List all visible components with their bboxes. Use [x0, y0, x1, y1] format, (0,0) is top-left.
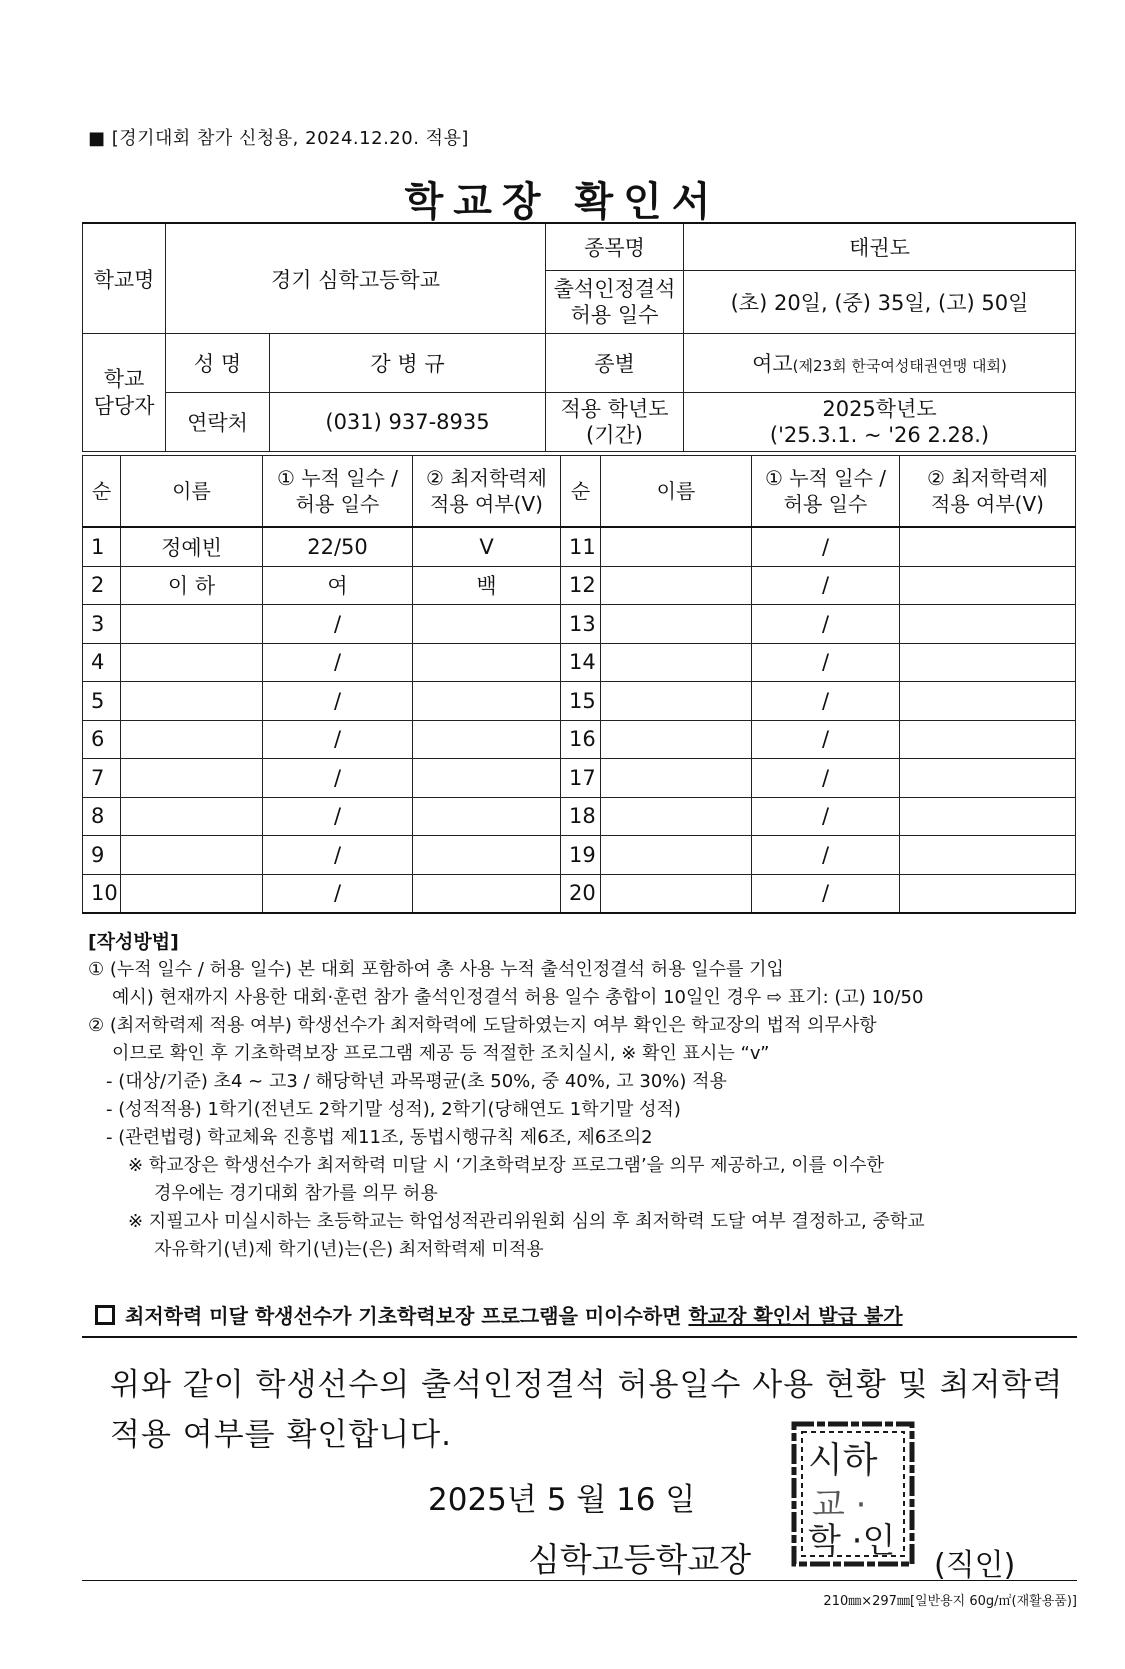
row-number-right: 11 — [561, 527, 601, 566]
header-name-right: 이름 — [601, 456, 752, 528]
table-row — [83, 566, 1076, 605]
type-value-main: 여고 — [752, 352, 793, 376]
days-left: / — [263, 643, 413, 682]
student-name-right — [601, 527, 752, 566]
row-number-left: 8 — [83, 797, 121, 836]
row-number-right: 15 — [561, 682, 601, 721]
notice-text: 최저학력 미달 학생선수가 기초학력보장 프로그램을 미이수하면 — [125, 1304, 682, 1328]
check-left — [413, 682, 561, 721]
notice-emphasis: 학교장 확인서 발급 불가 — [688, 1304, 903, 1328]
student-name-right — [601, 836, 752, 875]
days-left: / — [263, 759, 413, 798]
row-number-left: 3 — [83, 605, 121, 644]
header-days — [263, 456, 413, 528]
seal-label: (직인) — [934, 1548, 1016, 1583]
table-row — [83, 797, 1076, 836]
header-edu-right-line1: ② 최저학력제 — [927, 466, 1048, 490]
days-right: / — [752, 643, 900, 682]
svg-text:시하: 시하 — [808, 1440, 878, 1481]
student-name-left — [121, 759, 263, 798]
days-right: / — [752, 720, 900, 759]
header-edu-right-line2: 적용 여부(V) — [931, 492, 1044, 516]
method-note1: ※ 학교장은 학생선수가 최저학력 미달 시 ‘기초학력보장 프로그램’을 의무 제공하고, 이를 이수한 — [128, 1155, 884, 1176]
table-row — [83, 527, 1076, 566]
student-name-left — [121, 836, 263, 875]
student-name-right — [601, 682, 752, 721]
allow-days-label — [546, 271, 684, 334]
svg-text:교 ·: 교 · — [812, 1485, 867, 1525]
check-right — [900, 643, 1076, 682]
school-value: 경기 심학고등학교 — [166, 223, 546, 334]
student-list-table — [82, 455, 1076, 914]
days-right: / — [752, 759, 900, 798]
year-label-line2: (기간) — [586, 423, 643, 447]
student-name-right — [601, 605, 752, 644]
days-left: / — [263, 797, 413, 836]
method-item2: ② (최저학력제 적용 여부) 학생선수가 최저학력에 도달하였는지 여부 확인은 학교장의 법적 의무사항 — [88, 1015, 877, 1036]
year-value — [684, 393, 1076, 452]
student-name-left — [121, 720, 263, 759]
method-note2: ※ 지필고사 미실시하는 초등학교는 학업성적관리위원회 심의 후 최저학력 도달 여부 결정하고, 중학교 — [128, 1211, 925, 1232]
method-dash2: - (성적적용) 1학기(전년도 2학기말 성적), 2학기(당해연도 1학기말 성적) — [106, 1099, 681, 1120]
check-right — [900, 836, 1076, 875]
header-days-right-line2: 허용 일수 — [783, 492, 868, 516]
row-number-right: 14 — [561, 643, 601, 682]
days-left: / — [263, 874, 413, 913]
table-row — [83, 874, 1076, 913]
row-number-left: 9 — [83, 836, 121, 875]
student-name-right — [601, 874, 752, 913]
student-name-left — [121, 797, 263, 836]
check-right — [900, 682, 1076, 721]
school-label: 학교명 — [83, 223, 166, 334]
row-number-right: 16 — [561, 720, 601, 759]
method-dash1: - (대상/기준) 초4 ~ 고3 / 해당학년 과목평균(초 50%, 중 40%, 고 30%) 적용 — [106, 1071, 727, 1092]
row-number-right: 18 — [561, 797, 601, 836]
type-label: 종별 — [546, 334, 684, 393]
days-left: 여 — [263, 566, 413, 605]
manager-label-line1: 학교 — [103, 367, 145, 392]
student-name-left — [121, 643, 263, 682]
row-number-right: 13 — [561, 605, 601, 644]
check-right — [900, 720, 1076, 759]
header-name: 이름 — [121, 456, 263, 528]
row-number-left: 4 — [83, 643, 121, 682]
check-left — [413, 836, 561, 875]
type-value — [684, 334, 1076, 393]
divider — [82, 1336, 1077, 1338]
table-row — [83, 759, 1076, 798]
days-left: / — [263, 836, 413, 875]
row-number-left: 6 — [83, 720, 121, 759]
name-value: 강 병 규 — [270, 334, 546, 393]
type-value-sub: (제23회 한국여성태권연맹 대회) — [792, 357, 1007, 375]
days-right: / — [752, 527, 900, 566]
confirmation-date: 2025년 5 월 16 일 — [428, 1482, 696, 1518]
days-right: / — [752, 874, 900, 913]
table-row — [83, 682, 1076, 721]
header-days-right — [752, 456, 900, 528]
days-left: / — [263, 682, 413, 721]
student-name-left — [121, 682, 263, 721]
method-item1-example: 예시) 현재까지 사용한 대회·훈련 참가 출석인정결석 허용 일수 총합이 10일인 경우 ⇨ 표기: (고) 10/50 — [112, 987, 924, 1008]
table-row — [83, 605, 1076, 644]
row-number-left: 10 — [83, 874, 121, 913]
row-number-left: 5 — [83, 682, 121, 721]
method-dash3: - (관련법령) 학교체육 진흥법 제11조, 동법시행규칙 제6조, 제6조의2 — [106, 1127, 653, 1148]
page-title: 학교장 확인서 — [404, 179, 721, 225]
days-left: 22/50 — [263, 527, 413, 566]
year-value-line2: ('25.3.1. ~ '26 2.28.) — [769, 423, 990, 447]
check-left — [413, 643, 561, 682]
year-label-line1: 적용 학년도 — [560, 396, 669, 421]
student-name-right — [601, 643, 752, 682]
header-days-right-line1: ① 누적 일수 / — [764, 466, 887, 490]
row-number-right: 19 — [561, 836, 601, 875]
check-right — [900, 797, 1076, 836]
method-item1: ① (누적 일수 / 허용 일수) 본 대회 포함하여 총 사용 누적 출석인정결석 허용 일수를 기입 — [88, 959, 784, 980]
header-no-right: 순 — [561, 456, 601, 528]
allow-days-value: (초) 20일, (중) 35일, (고) 50일 — [684, 271, 1076, 334]
contact-value: (031) 937-8935 — [270, 393, 546, 452]
student-name-right — [601, 566, 752, 605]
row-number-left: 1 — [83, 527, 121, 566]
principal-name: 심학고등학교장 — [528, 1540, 752, 1579]
allow-days-label-line2: 허용 일수 — [570, 303, 659, 327]
student-name-left: 정예빈 — [121, 527, 263, 566]
event-value: 태권도 — [684, 223, 1076, 271]
contact-label: 연락처 — [166, 393, 270, 452]
paper-spec: 210㎜×297㎜[일반용지 60g/㎡(재활용품)] — [823, 1594, 1077, 1609]
check-left — [413, 797, 561, 836]
notice — [95, 1300, 1085, 1329]
student-name-right — [601, 720, 752, 759]
check-right — [900, 874, 1076, 913]
days-right: / — [752, 682, 900, 721]
days-right: / — [752, 566, 900, 605]
row-number-right: 17 — [561, 759, 601, 798]
box-bullet-icon — [95, 1305, 115, 1325]
method-note2-cont: 자유학기(년)제 학기(년)는(은) 최저학력제 미적용 — [154, 1239, 544, 1260]
student-name-right — [601, 797, 752, 836]
confirmation-text: 위와 같이 학생선수의 출석인정결석 허용일수 사용 현황 및 최저학력 적용 여부를 확인합니다. — [110, 1367, 1064, 1453]
header-days-line1: ① 누적 일수 / — [276, 466, 399, 490]
check-left — [413, 874, 561, 913]
row-number-left: 2 — [83, 566, 121, 605]
year-label — [546, 393, 684, 452]
table-row — [83, 720, 1076, 759]
row-number-right: 20 — [561, 874, 601, 913]
row-number-right: 12 — [561, 566, 601, 605]
divider-bottom — [82, 1580, 1077, 1581]
check-left — [413, 759, 561, 798]
header-edu-line1: ② 최저학력제 — [426, 466, 547, 490]
header-edu-line2: 적용 여부(V) — [430, 492, 543, 516]
days-right: / — [752, 836, 900, 875]
method-note1-cont: 경우에는 경기대회 참가를 의무 허용 — [154, 1183, 438, 1204]
school-info-table — [82, 222, 1076, 452]
official-seal-stamp — [790, 1420, 916, 1568]
manager-label-line2: 담당자 — [93, 393, 155, 418]
svg-text:학 ·인: 학 ·인 — [808, 1521, 896, 1561]
days-right: / — [752, 605, 900, 644]
writing-method — [88, 928, 1078, 1264]
method-title: [작성방법] — [88, 931, 179, 953]
name-label: 성 명 — [166, 334, 270, 393]
allow-days-label-line1: 출석인정결석 — [553, 276, 676, 301]
header-edu-right — [900, 456, 1076, 528]
manager-label — [83, 334, 166, 452]
days-left: / — [263, 720, 413, 759]
header-edu — [413, 456, 561, 528]
table-row — [83, 836, 1076, 875]
method-item2-cont: 이므로 확인 후 기초학력보장 프로그램 제공 등 적절한 조치실시, ※ 확인 표시는 “v” — [112, 1043, 770, 1064]
student-name-left — [121, 874, 263, 913]
check-left: V — [413, 527, 561, 566]
year-value-line1: 2025학년도 — [822, 396, 937, 421]
check-right — [900, 527, 1076, 566]
header-no: 순 — [83, 456, 121, 528]
days-right: / — [752, 797, 900, 836]
check-right — [900, 566, 1076, 605]
check-right — [900, 759, 1076, 798]
header-days-line2: 허용 일수 — [295, 492, 380, 516]
student-name-left — [121, 605, 263, 644]
check-left — [413, 720, 561, 759]
student-name-left: 이 하 — [121, 566, 263, 605]
days-left: / — [263, 605, 413, 644]
student-name-right — [601, 759, 752, 798]
header-note: ■ [경기대회 참가 신청용, 2024.12.20. 적용] — [88, 128, 469, 149]
table-row — [83, 643, 1076, 682]
student-rows — [83, 527, 1076, 913]
check-left: 백 — [413, 566, 561, 605]
check-left — [413, 605, 561, 644]
check-right — [900, 605, 1076, 644]
event-label: 종목명 — [546, 223, 684, 271]
row-number-left: 7 — [83, 759, 121, 798]
